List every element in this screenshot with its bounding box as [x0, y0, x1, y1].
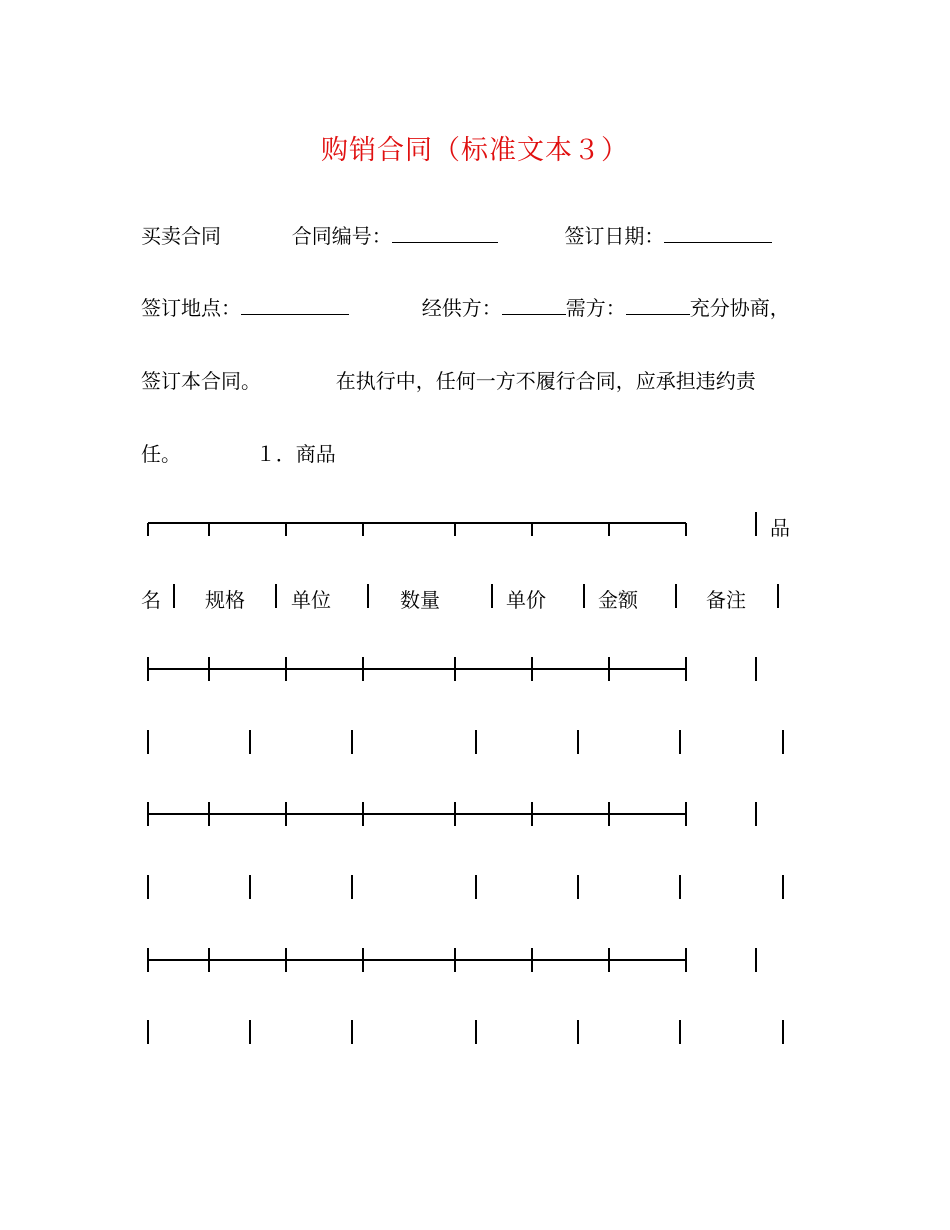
buyer-label: 需方： — [565, 296, 626, 320]
sign-contract-text: 签订本合同。 — [141, 369, 261, 393]
table-header-spec: 规格 — [205, 588, 245, 612]
section-goods-heading: １．商品 — [255, 442, 336, 466]
table-header-name-bottom: 名 — [141, 588, 161, 612]
sign-date-label: 签订日期： — [564, 224, 665, 248]
table-header-unit-price: 单价 — [506, 588, 546, 612]
liability-text: 在执行中，任何一方不履行合同，应承担违约责 — [335, 369, 756, 393]
sign-place-label: 签订地点： — [141, 296, 241, 320]
negotiation-text: 充分协商， — [689, 296, 790, 320]
table-header-remarks: 备注 — [706, 588, 746, 612]
table-header-unit: 单位 — [291, 588, 331, 612]
document-title: 购销合同（标准文本３） — [321, 135, 629, 166]
supplier-label: 经供方： — [421, 296, 502, 320]
table-header-quantity: 数量 — [400, 588, 440, 612]
contract-type-label: 买卖合同 — [141, 224, 221, 248]
contract-number-label: 合同编号： — [291, 224, 392, 248]
table-header-name-top: 品 — [770, 516, 790, 540]
table-header-amount: 金额 — [598, 588, 638, 612]
liability-text-end: 任。 — [141, 442, 181, 466]
